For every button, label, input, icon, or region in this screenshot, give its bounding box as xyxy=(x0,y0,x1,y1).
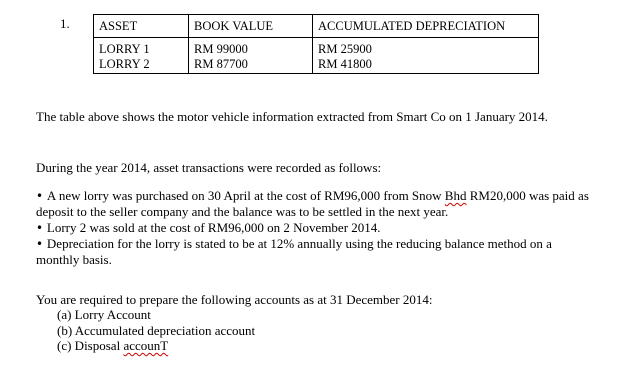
task-item-c xyxy=(57,338,255,354)
requirement-intro: You are required to prepare the following accounts as at 31 December 2014: xyxy=(36,292,433,307)
asset-table xyxy=(93,14,539,74)
table-row xyxy=(94,38,539,58)
bullet-icon: • xyxy=(36,237,47,251)
cell-asset: LORRY 2 xyxy=(94,57,189,74)
list-item xyxy=(36,236,596,268)
question-number: 1. xyxy=(60,16,70,31)
bullet-icon: • xyxy=(36,189,47,203)
transaction-list xyxy=(36,188,596,268)
list-item xyxy=(36,220,596,236)
table-header-row xyxy=(94,15,539,38)
cell-asset: LORRY 1 xyxy=(94,38,189,58)
task-list xyxy=(57,307,255,354)
list-item xyxy=(36,188,596,220)
spellcheck-flagged-word: Bhd xyxy=(444,188,467,203)
cell-accumulated-depreciation: RM 25900 xyxy=(313,38,539,58)
header-book-value: BOOK VALUE xyxy=(189,15,313,38)
intro-paragraph: The table above shows the motor vehicle information extracted from Smart Co on 1 January 2014. xyxy=(36,109,548,124)
bullet-text: Lorry 2 was sold at the cost of RM96,000 on 2 November 2014. xyxy=(46,220,381,235)
bullet-text-continued: RM20,000 was paid as deposit to the seller company and the balance was to be settled in the next year. xyxy=(36,188,589,219)
header-asset: ASSET xyxy=(94,15,189,38)
task-item-a: (a) Lorry Account xyxy=(57,307,151,322)
bullet-icon: • xyxy=(36,221,47,235)
bullet-text: Depreciation for the lorry is stated to be at 12% annually using the reducing balance method on a monthly basis. xyxy=(36,236,552,267)
table-row xyxy=(94,57,539,74)
bullet-text: A new lorry was purchased on 30 April at the cost of RM96,000 from Snow xyxy=(46,188,445,203)
cell-book-value: RM 99000 xyxy=(189,38,313,58)
spellcheck-flagged-word: accounT xyxy=(123,338,169,353)
task-item-b: (b) Accumulated depreciation account xyxy=(57,322,256,338)
task-item-c-text: (c) Disposal xyxy=(57,338,124,353)
cell-accumulated-depreciation: RM 41800 xyxy=(313,57,539,74)
transactions-intro: During the year 2014, asset transactions were recorded as follows: xyxy=(36,160,382,175)
header-accumulated-depreciation: ACCUMULATED DEPRECIATION xyxy=(313,15,539,38)
cell-book-value: RM 87700 xyxy=(189,57,313,74)
